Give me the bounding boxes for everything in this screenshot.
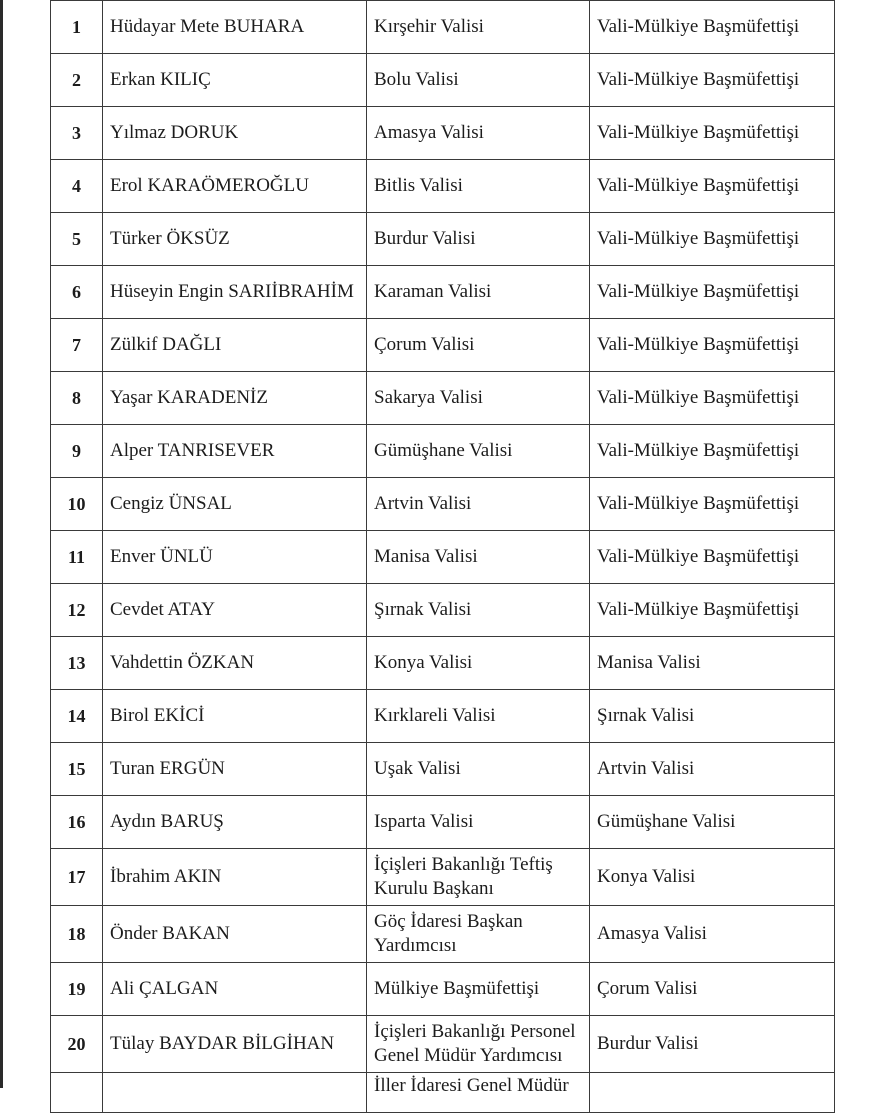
current-position-line: İçişleri Bakanlığı Personel — [374, 1021, 576, 1042]
current-position: Kırşehir Valisi — [367, 1, 590, 54]
new-position: Amasya Valisi — [590, 906, 835, 963]
current-position: İller İdaresi Genel Müdür — [367, 1073, 590, 1113]
row-number: 10 — [51, 478, 103, 531]
person-name: Cengiz ÜNSAL — [103, 478, 367, 531]
new-position: Vali-Mülkiye Başmüfettişi — [590, 107, 835, 160]
table-row — [51, 213, 835, 266]
new-position: Vali-Mülkiye Başmüfettişi — [590, 1, 835, 54]
person-name — [103, 1073, 367, 1113]
new-position — [590, 1073, 835, 1113]
current-position: Gümüşhane Valisi — [367, 425, 590, 478]
new-position: Vali-Mülkiye Başmüfettişi — [590, 531, 835, 584]
current-position: Kırklareli Valisi — [367, 690, 590, 743]
new-position: Vali-Mülkiye Başmüfettişi — [590, 584, 835, 637]
row-number: 6 — [51, 266, 103, 319]
person-name: Aydın BARUŞ — [103, 796, 367, 849]
new-position: Vali-Mülkiye Başmüfettişi — [590, 478, 835, 531]
row-number: 12 — [51, 584, 103, 637]
table-row — [51, 963, 835, 1016]
new-position: Gümüşhane Valisi — [590, 796, 835, 849]
row-number: 4 — [51, 160, 103, 213]
table-row — [51, 425, 835, 478]
person-name: Türker ÖKSÜZ — [103, 213, 367, 266]
row-number: 13 — [51, 637, 103, 690]
row-number: 17 — [51, 849, 103, 906]
table-row — [51, 54, 835, 107]
new-position: Vali-Mülkiye Başmüfettişi — [590, 54, 835, 107]
current-position: Uşak Valisi — [367, 743, 590, 796]
row-number: 15 — [51, 743, 103, 796]
person-name: İbrahim AKIN — [103, 849, 367, 906]
person-name: Yaşar KARADENİZ — [103, 372, 367, 425]
person-name: Cevdet ATAY — [103, 584, 367, 637]
page-edge-shadow — [0, 0, 3, 1088]
row-number: 3 — [51, 107, 103, 160]
current-position-line: İçişleri Bakanlığı Teftiş — [374, 854, 553, 875]
new-position: Vali-Mülkiye Başmüfettişi — [590, 372, 835, 425]
row-number: 9 — [51, 425, 103, 478]
table-row — [51, 906, 835, 963]
table-row — [51, 319, 835, 372]
current-position: Burdur Valisi — [367, 213, 590, 266]
row-number — [51, 1073, 103, 1113]
table-row — [51, 637, 835, 690]
row-number: 14 — [51, 690, 103, 743]
current-position-line: Yardımcısı — [374, 935, 457, 956]
row-number: 18 — [51, 906, 103, 963]
appointments-table — [50, 0, 835, 1113]
current-position: Konya Valisi — [367, 637, 590, 690]
person-name: Hüdayar Mete BUHARA — [103, 1, 367, 54]
current-position: Amasya Valisi — [367, 107, 590, 160]
table-row — [51, 849, 835, 906]
current-position: Sakarya Valisi — [367, 372, 590, 425]
table-row — [51, 372, 835, 425]
table-row — [51, 796, 835, 849]
new-position: Vali-Mülkiye Başmüfettişi — [590, 425, 835, 478]
row-number: 16 — [51, 796, 103, 849]
new-position: Artvin Valisi — [590, 743, 835, 796]
current-position-line: Göç İdaresi Başkan — [374, 911, 523, 932]
current-position — [367, 1016, 590, 1073]
table-row — [51, 160, 835, 213]
new-position: Çorum Valisi — [590, 963, 835, 1016]
new-position: Vali-Mülkiye Başmüfettişi — [590, 213, 835, 266]
table-row — [51, 1016, 835, 1073]
row-number: 2 — [51, 54, 103, 107]
new-position: Vali-Mülkiye Başmüfettişi — [590, 266, 835, 319]
current-position: Karaman Valisi — [367, 266, 590, 319]
current-position: Manisa Valisi — [367, 531, 590, 584]
person-name: Vahdettin ÖZKAN — [103, 637, 367, 690]
person-name: Alper TANRISEVER — [103, 425, 367, 478]
table-row — [51, 584, 835, 637]
table-row — [51, 1, 835, 54]
row-number: 1 — [51, 1, 103, 54]
row-number: 8 — [51, 372, 103, 425]
row-number: 5 — [51, 213, 103, 266]
new-position: Burdur Valisi — [590, 1016, 835, 1073]
row-number: 20 — [51, 1016, 103, 1073]
current-position-line: Kurulu Başkanı — [374, 878, 494, 899]
table-row — [51, 478, 835, 531]
new-position: Vali-Mülkiye Başmüfettişi — [590, 319, 835, 372]
table-row — [51, 266, 835, 319]
person-name: Zülkif DAĞLI — [103, 319, 367, 372]
current-position: Isparta Valisi — [367, 796, 590, 849]
person-name: Önder BAKAN — [103, 906, 367, 963]
current-position-line: Genel Müdür Yardımcısı — [374, 1045, 563, 1066]
table-row — [51, 1073, 835, 1113]
person-name: Erol KARAÖMEROĞLU — [103, 160, 367, 213]
current-position: Artvin Valisi — [367, 478, 590, 531]
person-name: Birol EKİCİ — [103, 690, 367, 743]
row-number: 11 — [51, 531, 103, 584]
row-number: 7 — [51, 319, 103, 372]
person-name: Yılmaz DORUK — [103, 107, 367, 160]
row-number: 19 — [51, 963, 103, 1016]
table-row — [51, 531, 835, 584]
new-position: Konya Valisi — [590, 849, 835, 906]
person-name: Turan ERGÜN — [103, 743, 367, 796]
table-row — [51, 690, 835, 743]
current-position — [367, 849, 590, 906]
person-name: Erkan KILIÇ — [103, 54, 367, 107]
new-position: Vali-Mülkiye Başmüfettişi — [590, 160, 835, 213]
current-position — [367, 906, 590, 963]
new-position: Manisa Valisi — [590, 637, 835, 690]
person-name: Ali ÇALGAN — [103, 963, 367, 1016]
new-position: Şırnak Valisi — [590, 690, 835, 743]
current-position: Bolu Valisi — [367, 54, 590, 107]
current-position: Mülkiye Başmüfettişi — [367, 963, 590, 1016]
person-name: Enver ÜNLÜ — [103, 531, 367, 584]
person-name: Tülay BAYDAR BİLGİHAN — [103, 1016, 367, 1073]
table-row — [51, 107, 835, 160]
person-name: Hüseyin Engin SARIİBRAHİM — [103, 266, 367, 319]
current-position: Bitlis Valisi — [367, 160, 590, 213]
current-position: Çorum Valisi — [367, 319, 590, 372]
table-row — [51, 743, 835, 796]
current-position: Şırnak Valisi — [367, 584, 590, 637]
